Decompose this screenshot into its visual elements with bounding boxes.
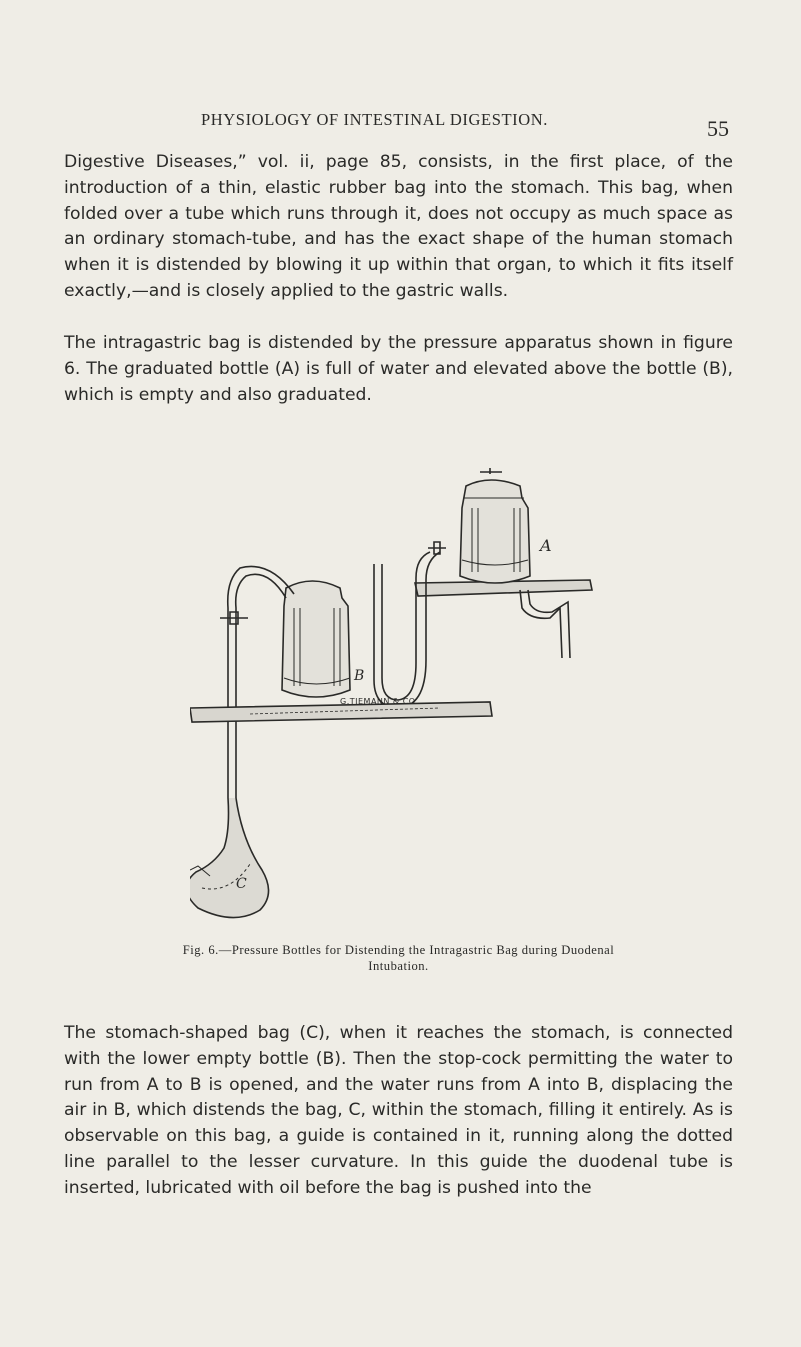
page-header: [0, 110, 801, 140]
figure-label-a: A: [540, 536, 552, 555]
figure-label-c: C: [236, 876, 247, 892]
caption-line-2: Intubation.: [368, 959, 429, 973]
paragraph-2: The intragastric bag is distended by the pressure apparatus shown in figure 6. The graduated bottle (A) is full of water and elevated above the bottle (B), which is empty and also graduated.: [64, 333, 733, 405]
page-number: 55: [707, 116, 729, 141]
figure-caption: [64, 942, 733, 974]
figure-label-b: B: [354, 668, 365, 684]
maker-mark: G.TIEMANN & CO.: [340, 697, 419, 706]
paragraph-1: Digestive Diseases,” vol. ii, page 85, consists, in the first place, of the introduction of a thin, elastic rubber bag into the stomach. This bag, when folded over a tube which runs through it, does not occupy as much space as an ordinary stomach-tube, and has the exact shape of the human stomach when it is distended by blowing it up within that organ, to which it fits itself exactly,—and is closely applied to the gastric walls.: [64, 152, 733, 301]
pressure-bottles-illustration: [190, 468, 620, 930]
paragraph-3: The stomach-shaped bag (C), when it reaches the stomach, is connected with the lower empty bottle (B). Then the stop-cock permitting the water to run from A to B is opened, and the water runs from A into B, displacing the air in B, which distends the bag, C, within the stomach, filling it entirely. As is observable on this bag, a guide is contained in it, running along the dotted line parallel to the lesser curvature. In this guide the duodenal tube is inserted, lubricated with oil before the bag is pushed into the: [64, 1023, 733, 1198]
running-title: PHYSIOLOGY OF INTESTINAL DIGESTION.: [201, 110, 549, 129]
figure-pressure-bottles: [190, 468, 620, 930]
caption-line-1: Fig. 6.—Pressure Bottles for Distending the Intragastric Bag during Duodenal: [182, 943, 615, 957]
